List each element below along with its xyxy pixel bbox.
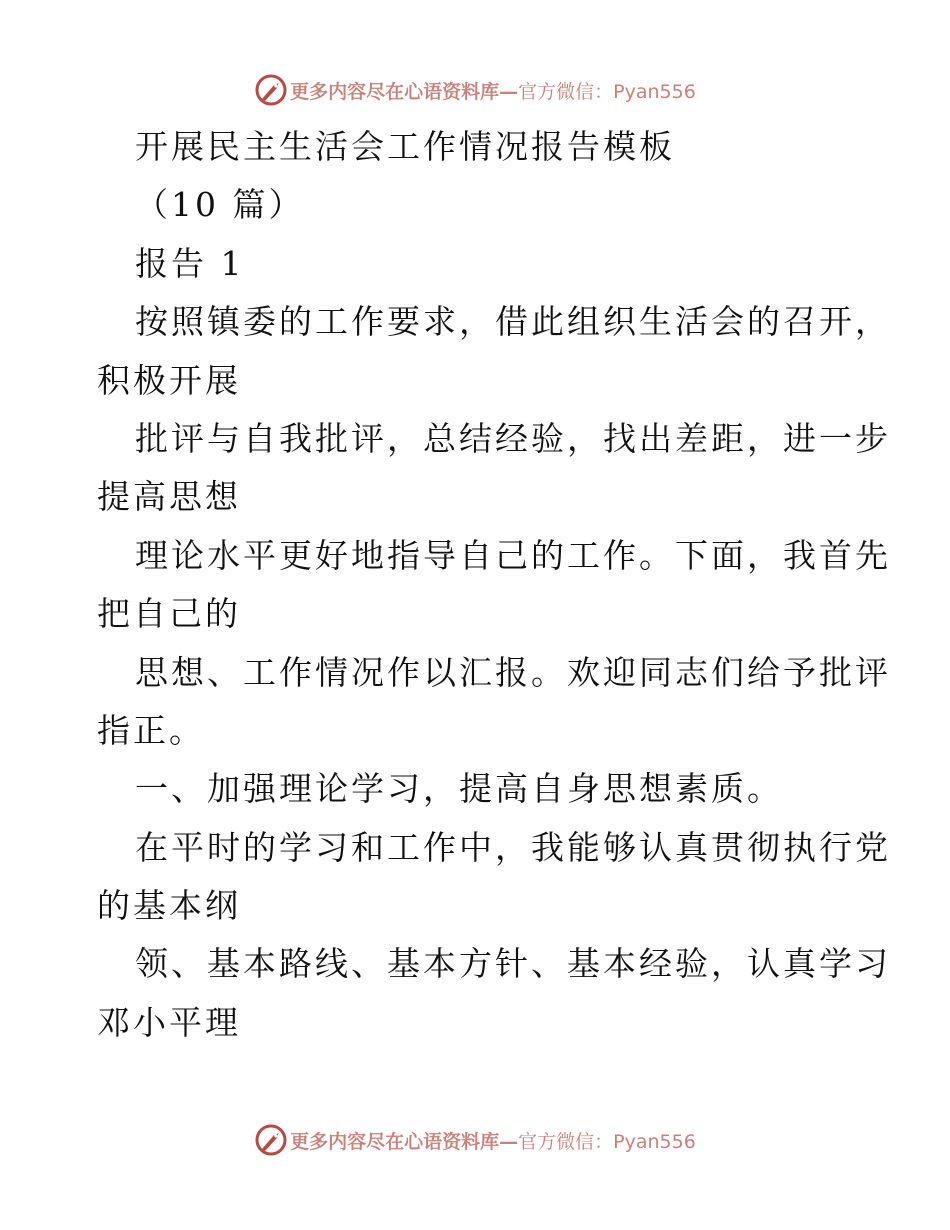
paragraph-line: 指正。 <box>97 710 205 750</box>
paragraph-line: 批评与自我批评，总结经验，找出差距，进一步 <box>135 418 891 458</box>
pen-nib-logo-icon <box>254 1123 288 1157</box>
document-body <box>97 118 891 1052</box>
paragraph-line: 积极开展 <box>97 360 241 400</box>
section-heading: 一、加强理论学习，提高自身思想素质。 <box>135 769 783 809</box>
header-promo-text: 更多内容尽在心语资料库— <box>290 80 519 103</box>
footer-wechat-text: 官方微信：Pyan556 <box>518 1130 696 1153</box>
doc-title: 开展民主生活会工作情况报告模板 <box>135 127 675 166</box>
paragraph-line: 领、基本路线、基本方针、基本经验，认真学习 <box>135 944 891 984</box>
doc-subtitle: （10 篇） <box>135 185 305 225</box>
header-banner <box>0 70 950 110</box>
footer-banner <box>0 1120 950 1160</box>
paragraph-line: 理论水平更好地指导自己的工作。下面，我首先 <box>135 535 891 575</box>
paragraph-line: 思想、工作情况作以汇报。欢迎同志们给予批评 <box>135 652 891 692</box>
footer-promo-text: 更多内容尽在心语资料库— <box>290 1130 519 1153</box>
paragraph-line: 在平时的学习和工作中，我能够认真贯彻执行党 <box>135 827 891 867</box>
paragraph-line: 按照镇委的工作要求，借此组织生活会的召开， <box>135 302 891 342</box>
pen-nib-logo-icon <box>254 73 288 107</box>
paragraph-line: 的基本纲 <box>97 886 241 926</box>
paragraph-line: 把自己的 <box>97 594 241 634</box>
paragraph-line: 提高思想 <box>97 477 241 517</box>
header-wechat-text: 官方微信：Pyan556 <box>518 80 696 103</box>
paragraph-line: 邓小平理 <box>97 1002 241 1042</box>
report-heading: 报告 1 <box>135 243 245 283</box>
